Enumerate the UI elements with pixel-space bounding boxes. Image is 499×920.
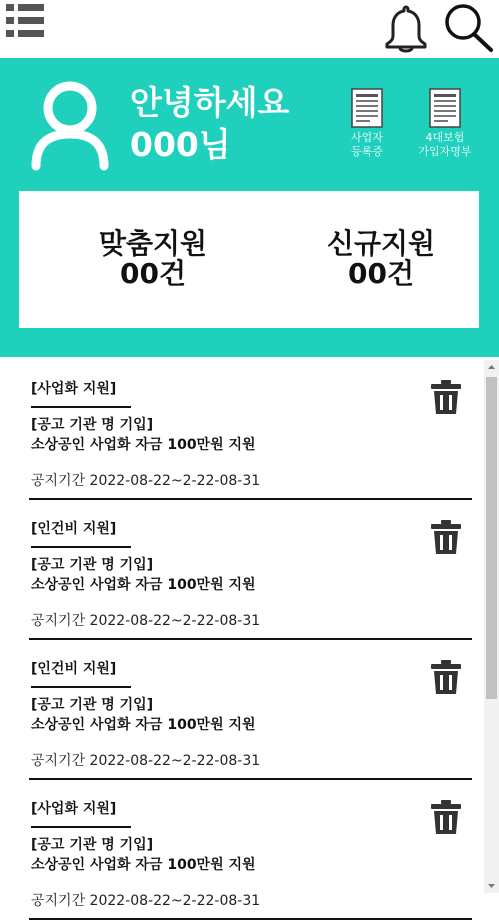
user-name: 000님	[130, 125, 231, 164]
item-title: 소상공인 사업화 자금 100만원 지원	[31, 857, 256, 873]
insurance-register-button[interactable]	[412, 88, 478, 159]
item-title: 소상공인 사업화 자금 100만원 지원	[31, 717, 256, 733]
doc-label-line1: 4대보험	[425, 131, 465, 144]
item-org: [공고 기관 명 기입]	[31, 417, 154, 433]
list-scrollbar[interactable]	[484, 360, 499, 893]
scroll-thumb[interactable]	[486, 377, 497, 699]
item-org: [공고 기관 명 기입]	[31, 697, 154, 713]
doc-label-line1: 사업자	[351, 131, 383, 144]
doc-label-line2: 등록증	[351, 145, 383, 158]
item-period: 공지기간 2022-08-22~2-22-08-31	[31, 893, 261, 909]
list-item[interactable]	[0, 780, 484, 920]
hero-panel	[0, 58, 499, 357]
bell-icon[interactable]	[382, 2, 430, 54]
list-menu-icon[interactable]	[6, 2, 46, 42]
item-org: [공고 기관 명 기입]	[31, 837, 154, 853]
category-underline	[31, 826, 131, 828]
list-item[interactable]	[0, 360, 484, 500]
custom-support-label: 맞춤지원	[98, 227, 208, 260]
item-title: 소상공인 사업화 자금 100만원 지원	[31, 577, 256, 593]
new-support-count: 00건	[347, 257, 414, 290]
doc-label-line2: 가입자명부	[418, 145, 472, 158]
list-item[interactable]	[0, 640, 484, 780]
item-category: [사업화 지원]	[31, 381, 117, 397]
greeting	[130, 82, 289, 166]
item-period: 공지기간 2022-08-22~2-22-08-31	[31, 613, 261, 629]
trash-icon[interactable]	[430, 800, 462, 834]
category-underline	[31, 406, 131, 408]
item-category: [인건비 지원]	[31, 521, 117, 537]
greeting-text: 안녕하세요	[130, 83, 290, 122]
document-icon	[351, 88, 383, 128]
custom-support-count: 00건	[119, 257, 186, 290]
business-registration-button[interactable]	[337, 88, 397, 159]
item-org: [공고 기관 명 기입]	[31, 557, 154, 573]
trash-icon[interactable]	[430, 520, 462, 554]
category-underline	[31, 546, 131, 548]
scroll-down-arrow-icon[interactable]	[484, 878, 499, 893]
custom-support-summary[interactable]	[73, 229, 233, 289]
new-support-summary[interactable]	[301, 229, 461, 289]
scroll-up-arrow-icon[interactable]	[484, 360, 499, 375]
new-support-label: 신규지원	[326, 227, 436, 260]
summary-card	[19, 191, 479, 328]
search-icon[interactable]	[442, 2, 494, 52]
document-icon	[429, 88, 461, 128]
user-icon	[30, 80, 110, 168]
trash-icon[interactable]	[430, 380, 462, 414]
trash-icon[interactable]	[430, 660, 462, 694]
list-item[interactable]	[0, 500, 484, 640]
item-period: 공지기간 2022-08-22~2-22-08-31	[31, 473, 261, 489]
item-category: [사업화 지원]	[31, 801, 117, 817]
item-title: 소상공인 사업화 자금 100만원 지원	[31, 437, 256, 453]
category-underline	[31, 686, 131, 688]
item-category: [인건비 지원]	[31, 661, 117, 677]
top-bar	[0, 0, 499, 58]
support-list	[0, 360, 484, 909]
item-period: 공지기간 2022-08-22~2-22-08-31	[31, 753, 261, 769]
